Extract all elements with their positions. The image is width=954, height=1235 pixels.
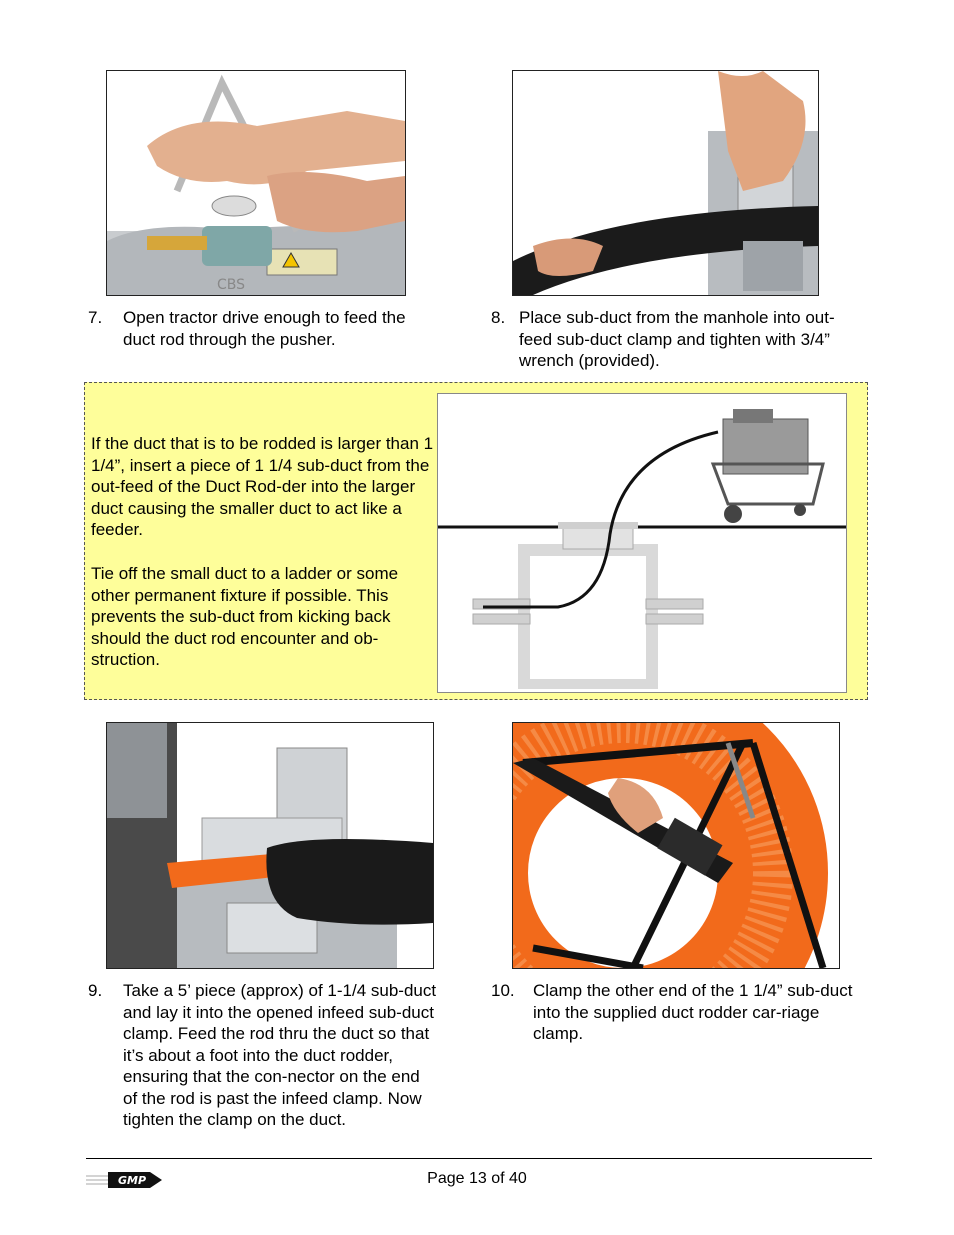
page-number: Page 13 of 40 [427, 1170, 527, 1187]
step-7 [88, 307, 438, 357]
step-text: Open tractor drive enough to feed the duct rod through the pusher. [123, 308, 406, 349]
photo-infeed-clamp [106, 722, 434, 969]
photo-outfeed-clamp [512, 70, 819, 296]
svg-text:CBS: CBS [217, 277, 246, 293]
step-9 [88, 980, 438, 1155]
note-paragraph-2: Tie off the small duct to a ladder or some other permanent fixture if possible. This prevents the sub-duct from kicking back should the duct rod encounter and ob-struction. [91, 564, 399, 669]
footer-rule [86, 1158, 872, 1159]
manhole-diagram [437, 393, 847, 693]
step-text: Clamp the other end of the 1 1/4” sub-duct into the supplied duct rodder car-riage clamp. [533, 981, 853, 1043]
logo-text: GMP [118, 1174, 147, 1187]
step-number: 8. [491, 308, 506, 327]
step-10 [491, 980, 871, 1050]
step-number: 10. [491, 981, 515, 1000]
step-text: Take a 5’ piece (approx) of 1-1/4 sub-duct and lay it into the opened infeed sub-duct clamp. Feed the rod thru the duct so that it’s about a foot into the duct rodder, ensuring that the con-nector on the end of the rod is past the infeed clamp. Now tighten the clamp on the duct. [123, 981, 437, 1129]
step-number: 9. [88, 981, 103, 1000]
step-8 [491, 307, 871, 377]
step-number: 7. [88, 308, 103, 327]
photo-carriage-clamp [512, 722, 840, 969]
note-paragraph-1: If the duct that is to be rodded is larger than 1 1/4”, insert a piece of 1 1/4 sub-duct from the out-feed of the Duct Rod-der into the larger duct causing the smaller duct to act like a feeder. [91, 434, 434, 539]
note-box [84, 382, 868, 700]
step-text: Place sub-duct from the manhole into out-feed sub-duct clamp and tighten with 3/4” wrench (provided). [519, 308, 835, 370]
photo-tractor-drive [106, 70, 406, 296]
